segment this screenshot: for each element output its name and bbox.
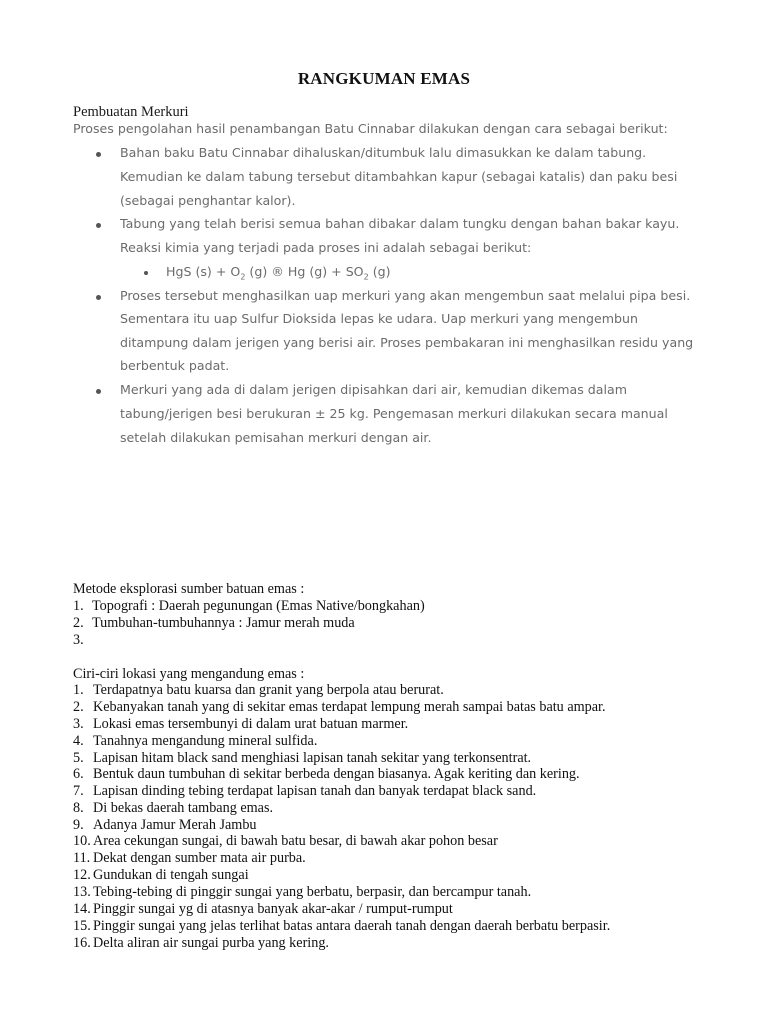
list-item-number: 1. xyxy=(73,682,84,698)
section-intro: Proses pengolahan hasil penambangan Batu Cinnabar dilakukan dengan cara sebagai berikut: xyxy=(73,121,668,136)
list-item-number: 5. xyxy=(73,750,84,766)
document-title: RANGKUMAN EMAS xyxy=(297,69,471,88)
list-item-text: Pinggir sungai yang jelas terlihat batas antara daerah tanah dengan daerah berbatu berpasir. xyxy=(93,918,611,934)
list-item-number: 13. xyxy=(73,884,91,900)
bullet-line: tabung/jerigen besi berukuran ± 25 kg. Pengemasan merkuri dilakukan secara manual xyxy=(120,406,668,421)
bullet-line: Bahan baku Batu Cinnabar dihaluskan/ditumbuk lalu dimasukkan ke dalam tabung. xyxy=(120,145,647,160)
bullet-marker xyxy=(96,223,101,228)
bullet-line: Merkuri yang ada di dalam jerigen dipisahkan dari air, kemudian dikemas dalam xyxy=(120,382,627,397)
bullet-line: Kemudian ke dalam tabung tersebut ditambahkan kapur (sebagai katalis) dan paku besi xyxy=(120,169,678,184)
list-item-text: Terdapatnya batu kuarsa dan granit yang berpola atau berurat. xyxy=(93,682,444,698)
bullet-line: ditampung dalam jerigen yang berisi air. Proses pembakaran ini menghasilkan residu yang xyxy=(120,335,694,350)
list-item-text: Pinggir sungai yg di atasnya banyak akar-akar / rumput-rumput xyxy=(93,901,453,917)
list-item-number: 4. xyxy=(73,733,84,749)
section-heading-ciri-ciri-lokasi: Ciri-ciri lokasi yang mengandung emas : xyxy=(73,666,305,682)
list-item-text: Topografi : Daerah pegunungan (Emas Native/bongkahan) xyxy=(92,598,425,614)
bullet-line: Tabung yang telah berisi semua bahan dibakar dalam tungku dengan bahan bakar kayu. xyxy=(120,216,680,231)
list-item-text: Lapisan hitam black sand menghiasi lapisan tanah sekitar yang terkonsentrat. xyxy=(93,750,532,766)
section-heading-pembuatan-merkuri: Pembuatan Merkuri xyxy=(73,104,189,120)
list-item-text: Tumbuhan-tumbuhannya : Jamur merah muda xyxy=(92,615,355,631)
list-item-text: Kebanyakan tanah yang di sekitar emas terdapat lempung merah sampai batas batu ampar. xyxy=(93,699,606,715)
list-item-text: Delta aliran air sungai purba yang kering. xyxy=(93,935,329,951)
list-item-text: Area cekungan sungai, di bawah batu besar, di bawah akar pohon besar xyxy=(93,833,498,849)
list-item-number: 16. xyxy=(73,935,91,951)
list-item-text: Tebing-tebing di pinggir sungai yang berbatu, berpasir, dan bercampur tanah. xyxy=(93,884,532,900)
list-item-number: 2. xyxy=(73,615,84,631)
chemical-reaction-equation: HgS $(s) + O_2$ (g) ® Hg $(g) + SO_2$ (g) xyxy=(166,264,391,282)
sub-bullet-marker xyxy=(144,271,148,275)
list-item-text: Di bekas daerah tambang emas. xyxy=(93,800,274,816)
list-item-number: 15. xyxy=(73,918,91,934)
bullet-line: Proses tersebut menghasilkan uap merkuri yang akan mengembun saat melalui pipa besi. xyxy=(120,288,691,303)
bullet-marker xyxy=(96,152,101,157)
list-item-text: Adanya Jamur Merah Jambu xyxy=(93,817,257,833)
list-item-text: Gundukan di tengah sungai xyxy=(93,867,249,883)
list-item-number: 3. xyxy=(73,632,84,648)
list-item-text: Dekat dengan sumber mata air purba. xyxy=(93,850,306,866)
list-item-text: Bentuk daun tumbuhan di sekitar berbeda dengan biasanya. Agak keriting dan kering. xyxy=(93,766,580,782)
bullet-marker xyxy=(96,295,101,300)
bullet-line: (sebagai penghantar kalor). xyxy=(120,193,296,208)
list-item-text: Tanahnya mengandung mineral sulfida. xyxy=(93,733,318,749)
list-item-number: 9. xyxy=(73,817,84,833)
list-item-number: 14. xyxy=(73,901,91,917)
list-item-number: 3. xyxy=(73,716,84,732)
bullet-line: setelah dilakukan pemisahan merkuri dengan air. xyxy=(120,430,432,445)
section-heading-metode-eksplorasi: Metode eksplorasi sumber batuan emas : xyxy=(73,581,305,597)
list-item-text: Lapisan dinding tebing terdapat lapisan tanah dan banyak terdapat black sand. xyxy=(93,783,537,799)
list-item-text: Lokasi emas tersembunyi di dalam urat batuan marmer. xyxy=(93,716,409,732)
list-item-number: 11. xyxy=(73,850,91,866)
list-item-number: 1. xyxy=(73,598,84,614)
list-item-number: 6. xyxy=(73,766,84,782)
bullet-marker xyxy=(96,389,101,394)
list-item-number: 2. xyxy=(73,699,84,715)
list-item-number: 7. xyxy=(73,783,84,799)
bullet-line: Sementara itu uap Sulfur Dioksida lepas ke udara. Uap merkuri yang mengembun xyxy=(120,311,638,326)
list-item-number: 8. xyxy=(73,800,84,816)
bullet-line: berbentuk padat. xyxy=(120,358,230,373)
list-item-number: 12. xyxy=(73,867,91,883)
bullet-line: Reaksi kimia yang terjadi pada proses ini adalah sebagai berikut: xyxy=(120,240,532,255)
list-item-number: 10. xyxy=(73,833,91,849)
